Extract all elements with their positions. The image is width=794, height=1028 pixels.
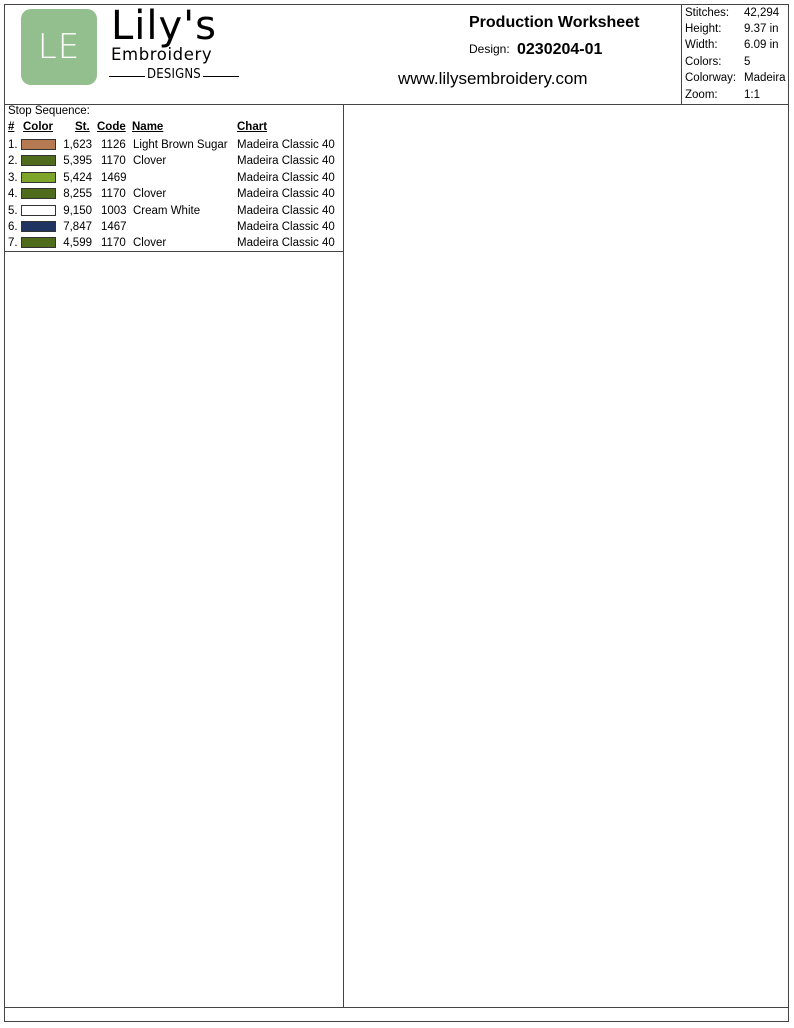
thread-code: 1170	[101, 237, 126, 250]
stitch-count: 7,847	[63, 221, 92, 233]
thread-color-swatch	[21, 155, 56, 166]
stat-width	[685, 37, 791, 53]
stitch-count: 5,424	[63, 171, 92, 184]
table-row	[5, 137, 343, 153]
brand-subtitle: Embroidery	[111, 45, 213, 64]
col-header-color: Color	[23, 121, 54, 133]
website-url: www.lilysembroidery.com	[398, 69, 588, 88]
table-row	[5, 153, 343, 169]
stat-label: Width:	[685, 39, 718, 51]
col-header-num: #	[8, 121, 15, 133]
row-number: 3.	[8, 171, 18, 184]
logo-badge	[21, 9, 97, 85]
stop-sequence-title: Stop Sequence:	[8, 105, 90, 117]
thread-chart: Madeira Classic 40	[237, 204, 335, 217]
stat-label: Height:	[685, 23, 722, 35]
stitch-count: 9,150	[63, 204, 92, 217]
stat-value: 5	[744, 56, 751, 68]
col-header-stitches: St.	[75, 121, 90, 133]
design-label: Design:	[469, 42, 510, 56]
stat-value: 9.37 in	[744, 23, 779, 35]
col-header-code: Code	[97, 121, 126, 133]
stitch-count: 8,255	[63, 188, 92, 201]
logo-initials: LE	[37, 27, 81, 67]
thread-code: 1170	[101, 188, 126, 201]
worksheet-header	[5, 5, 788, 105]
stat-value: 1:1	[744, 89, 760, 101]
thread-code: 1126	[101, 139, 126, 151]
thread-color-swatch	[21, 205, 56, 216]
footer-rule	[5, 1007, 788, 1008]
brand-logo	[109, 5, 239, 89]
thread-name: Light Brown Sugar	[133, 139, 228, 151]
stat-label: Zoom:	[685, 89, 718, 101]
thread-name: Clover	[133, 188, 167, 201]
thread-color-swatch	[21, 221, 56, 232]
thread-code: 1170	[101, 155, 126, 168]
worksheet-title: Production Worksheet	[469, 14, 640, 31]
thread-chart: Madeira Classic 40	[237, 171, 335, 184]
stat-value: 42,294	[744, 7, 780, 19]
thread-color-swatch	[21, 188, 56, 199]
stat-label: Colors:	[685, 56, 722, 68]
thread-code: 1469	[101, 171, 127, 184]
brand-name: Lily's	[111, 3, 218, 49]
stat-height	[685, 21, 791, 37]
table-row	[5, 203, 343, 219]
stat-value: Madeira	[744, 72, 786, 84]
row-number: 7.	[8, 237, 18, 250]
design-preview-area	[344, 104, 788, 1007]
design-number: 0230204-01	[517, 41, 603, 58]
thread-code: 1003	[101, 204, 127, 217]
brand-designs: DESIGNS	[109, 67, 239, 82]
thread-code: 1467	[101, 221, 127, 233]
row-number: 5.	[8, 204, 18, 217]
table-row	[5, 235, 343, 251]
thread-chart: Madeira Classic 40	[237, 221, 335, 233]
row-number: 4.	[8, 188, 18, 201]
stitch-count: 5,395	[63, 155, 92, 168]
col-header-name: Name	[132, 121, 164, 133]
thread-color-swatch	[21, 139, 56, 150]
row-number: 2.	[8, 155, 18, 168]
row-number: 6.	[8, 221, 18, 233]
stitch-count: 1,623	[63, 139, 92, 151]
thread-name: Clover	[133, 237, 167, 250]
col-header-chart: Chart	[237, 121, 268, 133]
stat-zoom	[685, 87, 791, 103]
thread-name: Clover	[133, 155, 167, 168]
table-row	[5, 186, 343, 202]
table-row	[5, 170, 343, 186]
stat-label: Stitches:	[685, 7, 730, 19]
thread-chart: Madeira Classic 40	[237, 188, 335, 201]
stitch-count: 4,599	[63, 237, 92, 250]
row-number: 1.	[8, 139, 18, 151]
table-bottom-rule	[5, 251, 343, 252]
stat-colorway	[685, 70, 791, 86]
table-row	[5, 219, 343, 235]
thread-color-swatch	[21, 237, 56, 248]
worksheet-frame	[4, 4, 789, 1022]
stat-value: 6.09 in	[744, 39, 779, 51]
stat-stitches	[685, 5, 791, 21]
thread-chart: Madeira Classic 40	[237, 139, 335, 151]
design-stats	[681, 5, 791, 104]
stat-label: Colorway:	[685, 72, 737, 84]
stop-sequence-panel	[5, 104, 344, 1007]
thread-name: Cream White	[133, 204, 201, 217]
thread-chart: Madeira Classic 40	[237, 237, 335, 250]
stat-colors	[685, 54, 791, 70]
thread-color-swatch	[21, 172, 56, 183]
thread-chart: Madeira Classic 40	[237, 155, 335, 168]
